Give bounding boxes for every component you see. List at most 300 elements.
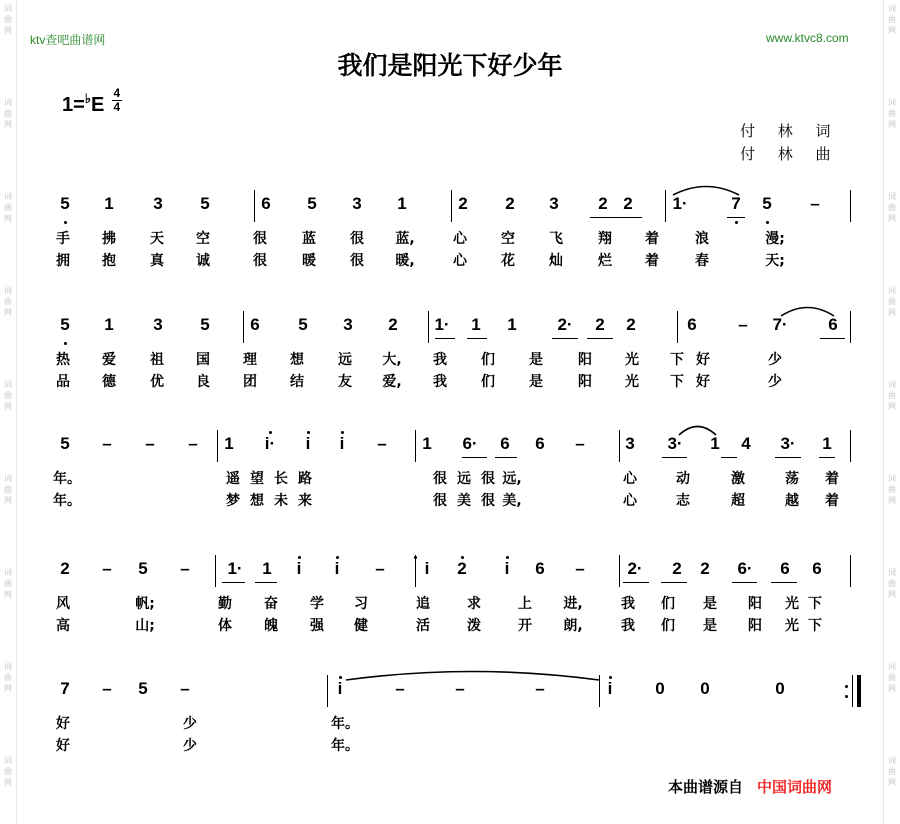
lyric-syllable: 动 [676,471,690,487]
lyric-syllable: 爱, [382,374,402,390]
watermark-char: 词 [888,568,896,577]
watermark-char: 曲 [4,673,12,682]
note: 6· [462,434,478,453]
note: 1 [262,559,272,578]
lyric-syllable: 理 [243,352,257,368]
watermark-char: 词 [888,756,896,765]
watermark-char: 曲 [4,485,12,494]
watermark-char: 词 [888,286,896,295]
lyric-syllable: 少 [768,374,782,390]
right-site-label: www.ktvc8.com [766,31,849,45]
note: 2 [388,315,398,334]
note: 7 [60,679,70,698]
lyric-syllable: 好 [56,716,70,732]
note: 6 [500,434,510,453]
lyric-syllable: 很 [433,493,447,509]
note: – [102,434,112,453]
note: 1 [224,434,234,453]
note: 6 [812,559,822,578]
slur [672,182,740,196]
lyric-syllable: 阳 [578,374,592,390]
note: i [334,559,340,578]
lyric-syllable: 上 [518,596,532,612]
slur [678,422,717,436]
lyric-syllable: 空 [196,231,210,247]
note: 2 [672,559,682,578]
lyric-syllable: 良 [196,374,210,390]
watermark-char: 词 [888,98,896,107]
note: 6 [261,194,271,213]
note: 1 [104,194,114,213]
source-site: 中国词曲网 [757,778,833,796]
left-site-label: ktv查吧曲谱网 [30,33,106,47]
lyric-syllable: 激 [731,471,745,487]
watermark-char: 网 [4,308,12,317]
note: 3 [153,194,163,213]
note: 2 [458,194,468,213]
note: 7· [772,315,788,334]
barline [665,190,666,222]
lyric-syllable: 超 [731,493,745,509]
lyric-syllable: 勤 [218,596,232,612]
lyric-syllable: 年。 [331,716,359,732]
barline [327,675,328,707]
watermark-char: 词 [888,380,896,389]
watermark-char: 网 [888,402,896,411]
lyric-syllable: 长 [274,471,288,487]
lyric-syllable: 手 [56,231,70,247]
note: 2 [598,194,608,213]
note: 1 [822,434,832,453]
note: 6· [737,559,753,578]
lyric-syllable: 求 [467,596,481,612]
lyric-syllable: 暖, [395,253,415,269]
lyric-syllable: 想 [250,493,264,509]
lyric-syllable: 阳 [748,596,762,612]
lyric-syllable: 志 [676,493,690,509]
lyric-syllable: 进, [563,596,583,612]
underline-beam [820,338,845,339]
lyric-syllable: 很 [433,471,447,487]
note: 5 [200,194,210,213]
lyric-syllable: 优 [150,374,164,390]
underline-beam [732,582,757,583]
note: – [180,559,190,578]
watermark-char: 网 [888,496,896,505]
underline-beam [435,338,455,339]
lyric-syllable: 风 [56,596,70,612]
underline-beam [467,338,487,339]
note: 6 [780,559,790,578]
notes-line [55,428,855,468]
lyric-syllable: 年。 [331,738,359,754]
slur-curve [673,187,739,196]
note: 6 [535,434,545,453]
watermark-char: 曲 [888,203,896,212]
underline-beam [495,457,517,458]
barline [850,190,851,222]
note: 2· [627,559,643,578]
barline [850,311,851,343]
watermark-char: 网 [4,120,12,129]
barline [428,311,429,343]
watermark-char: 词 [888,662,896,671]
barline [215,555,216,587]
underline-beam [590,217,616,218]
lyric-syllable: 爱 [102,352,116,368]
lyric-syllable: 暖 [302,253,316,269]
note: – [455,679,465,698]
underline-beam [775,457,801,458]
lyric-syllable: 泼 [467,618,481,634]
octave-dot-above [307,431,310,434]
note: 3 [153,315,163,334]
lyric-syllable: 是 [529,374,543,390]
lyric-syllable: 开 [518,618,532,634]
underline-beam [462,457,487,458]
lyric-syllable: 少 [768,352,782,368]
notes-line [55,309,855,349]
note: 5 [60,194,70,213]
lyric-syllable: 年。 [53,493,81,509]
note: 6 [828,315,838,334]
lyric-syllable: 我 [433,374,447,390]
barline [451,190,452,222]
barline [852,675,853,707]
lyric-syllable: 下 [670,352,684,368]
note: 2 [626,315,636,334]
note: 6 [250,315,260,334]
lyric-syllable: 下 [670,374,684,390]
watermark-char: 网 [4,402,12,411]
note: 3· [667,434,683,453]
watermark-char: 曲 [888,485,896,494]
note: 5 [298,315,308,334]
lyric-syllable: 路 [298,471,312,487]
lyric-syllable: 浪 [695,231,709,247]
lyric-syllable: 是 [703,618,717,634]
lyric-syllable: 拂 [102,231,116,247]
watermark-char: 曲 [888,673,896,682]
watermark-char: 词 [888,192,896,201]
note: – [180,679,190,698]
lyric-syllable: 团 [243,374,257,390]
lyric-syllable: 下 [808,618,822,634]
underline-beam [771,582,797,583]
lyric-syllable: 天 [150,231,164,247]
lyric-syllable: 我 [621,618,635,634]
lyric-syllable: 翔 [598,231,612,247]
underline-beam [255,582,277,583]
note: – [575,434,585,453]
key-label: 1= [62,93,85,116]
lyric-syllable: 很 [350,253,364,269]
notes-line [55,673,855,713]
lyric-syllable: 心 [453,231,467,247]
underline-beam [661,582,687,583]
barline [619,430,620,462]
lyric-syllable: 光 [625,374,639,390]
lyric-syllable: 山; [135,618,155,634]
notes-line [55,188,855,228]
lyric-syllable: 体 [218,618,232,634]
notes-line [55,553,855,593]
lyric-syllable: 心 [623,471,637,487]
lyric-syllable: 心 [623,493,637,509]
octave-dot-below [64,342,67,345]
watermark-char: 曲 [888,109,896,118]
note: 1· [434,315,450,334]
watermark-char: 曲 [888,391,896,400]
note: – [145,434,155,453]
final-barline [857,675,861,707]
lyric-syllable: 们 [481,374,495,390]
note: 3 [352,194,362,213]
note: – [102,559,112,578]
watermark-char: 词 [4,568,12,577]
slur [780,303,835,317]
lyric-syllable: 学 [310,596,324,612]
lyric-syllable: 帆; [135,596,155,612]
note: 1 [422,434,432,453]
lyric-syllable: 少 [183,716,197,732]
left-watermark-strip [0,0,17,824]
lyric-syllable: 着 [645,231,659,247]
note: i [296,559,302,578]
slur-curve [346,672,599,681]
lyric-syllable: 花 [501,253,515,269]
watermark-char: 网 [4,778,12,787]
barline [217,430,218,462]
lyricist-credit: 付 林 词 [740,122,840,140]
watermark-char: 曲 [4,109,12,118]
slur-curve [679,427,716,436]
note: i [339,434,345,453]
note: 4 [741,434,751,453]
note: 1 [471,315,481,334]
lyric-syllable: 们 [481,352,495,368]
note: – [738,315,748,334]
watermark-char: 网 [4,26,12,35]
octave-dot-below [64,221,67,224]
watermark-char: 曲 [888,767,896,776]
underline-beam [222,582,245,583]
watermark-char: 网 [888,26,896,35]
source-footer [668,776,832,797]
note: 6 [535,559,545,578]
underline-beam [623,582,649,583]
note: i [337,679,343,698]
repeat-dot [845,695,848,698]
lyric-syllable: 们 [661,618,675,634]
lyric-syllable: 国 [196,352,210,368]
lyric-syllable: 结 [290,374,304,390]
note: 2· [557,315,573,334]
lyric-syllable: 漫; [765,231,785,247]
lyric-syllable: 很 [481,493,495,509]
lyric-syllable: 未 [274,493,288,509]
barline [254,190,255,222]
lyric-syllable: 很 [481,471,495,487]
lyric-syllable: 很 [253,231,267,247]
watermark-char: 曲 [4,203,12,212]
octave-dot-above [414,556,417,559]
lyric-syllable: 是 [703,596,717,612]
note: 3 [625,434,635,453]
octave-dot-above [506,556,509,559]
watermark-char: 词 [4,756,12,765]
lyric-syllable: 诚 [196,253,210,269]
note: 0 [655,679,665,698]
watermark-char: 网 [888,590,896,599]
lyric-syllable: 奋 [264,596,278,612]
lyric-syllable: 很 [350,231,364,247]
lyric-syllable: 魄 [264,618,278,634]
note: 5 [762,194,772,213]
note: 3 [549,194,559,213]
note: 2 [505,194,515,213]
lyric-syllable: 春 [695,253,709,269]
key-signature [62,86,122,118]
octave-dot-below [766,221,769,224]
lyric-syllable: 美, [502,493,522,509]
lyric-syllable: 好 [696,352,710,368]
page-title: 我们是阳光下好少年 [337,51,563,80]
lyric-syllable: 朗, [563,618,583,634]
note: 1· [227,559,243,578]
lyric-syllable: 阳 [578,352,592,368]
lyric-syllable: 阳 [748,618,762,634]
watermark-char: 曲 [4,579,12,588]
note: – [188,434,198,453]
lyric-syllable: 空 [501,231,515,247]
note: i [607,679,613,698]
underline-beam [662,457,687,458]
lyric-syllable: 少 [183,738,197,754]
note: 2 [457,559,467,578]
barline [619,555,620,587]
lyric-syllable: 望 [250,471,264,487]
watermark-char: 网 [888,308,896,317]
lyric-syllable: 活 [416,618,430,634]
lyric-syllable: 来 [298,493,312,509]
note: i· [264,434,276,453]
watermark-char: 网 [4,590,12,599]
lyric-syllable: 越 [785,493,799,509]
lyric-syllable: 大, [382,352,402,368]
lyric-syllable: 遥 [226,471,240,487]
lyric-syllable: 德 [102,374,116,390]
watermark-char: 网 [4,214,12,223]
watermark-char: 曲 [4,767,12,776]
lyric-syllable: 远 [457,471,471,487]
note: 1 [397,194,407,213]
octave-dot-above [339,676,342,679]
lyric-syllable: 想 [290,352,304,368]
note: 2 [60,559,70,578]
watermark-char: 网 [888,778,896,787]
composer-credit: 付 林 曲 [740,145,840,163]
note: 2 [623,194,633,213]
lyric-syllable: 高 [56,618,70,634]
watermark-char: 词 [888,4,896,13]
note: – [535,679,545,698]
lyric-syllable: 真 [150,253,164,269]
key-note: E [90,93,105,116]
note: 5 [200,315,210,334]
watermark-char: 词 [4,474,12,483]
note: 6 [687,315,697,334]
lyric-syllable: 远 [338,352,352,368]
barline [850,555,851,587]
watermark-char: 网 [888,684,896,693]
right-watermark-strip [883,0,900,824]
watermark-char: 词 [4,662,12,671]
barline [677,311,678,343]
lyric-syllable: 光 [625,352,639,368]
lyric-syllable: 远, [502,471,522,487]
barline [243,311,244,343]
lyric-syllable: 抱 [102,253,116,269]
note: – [575,559,585,578]
note: 2 [595,315,605,334]
lyric-syllable: 热 [56,352,70,368]
underline-beam [721,457,737,458]
note: 0 [700,679,710,698]
lyric-syllable: 下 [808,596,822,612]
note: 5 [60,434,70,453]
repeat-dot [845,685,848,688]
octave-dot-above [336,556,339,559]
lyric-syllable: 我 [621,596,635,612]
lyric-syllable: 拥 [56,253,70,269]
slur-curve [781,308,834,317]
lyric-syllable: 品 [56,374,70,390]
source-label: 本曲谱源自 [668,778,744,796]
lyric-syllable: 蓝 [302,231,316,247]
note: 2 [700,559,710,578]
lyric-syllable: 强 [310,618,324,634]
note: 7 [731,194,741,213]
watermark-char: 曲 [888,297,896,306]
meter-top: 4 [113,86,121,100]
watermark-char: 词 [4,4,12,13]
underline-beam [819,457,835,458]
note: – [102,679,112,698]
underline-beam [615,217,642,218]
note: 1 [710,434,720,453]
lyric-syllable: 烂 [598,253,612,269]
note: 3 [343,315,353,334]
lyric-syllable: 习 [354,596,368,612]
octave-dot-below [735,221,738,224]
note: – [810,194,820,213]
barline [415,555,416,587]
meter-bottom: 4 [113,100,121,114]
note: i [424,559,430,578]
note: i [504,559,510,578]
watermark-char: 曲 [4,15,12,24]
lyric-syllable: 天; [765,253,785,269]
octave-dot-above [269,431,272,434]
lyric-syllable: 健 [354,618,368,634]
watermark-char: 网 [4,496,12,505]
lyric-syllable: 好 [696,374,710,390]
lyric-syllable: 好 [56,738,70,754]
barline [850,430,851,462]
lyric-syllable: 着 [645,253,659,269]
lyric-syllable: 追 [416,596,430,612]
